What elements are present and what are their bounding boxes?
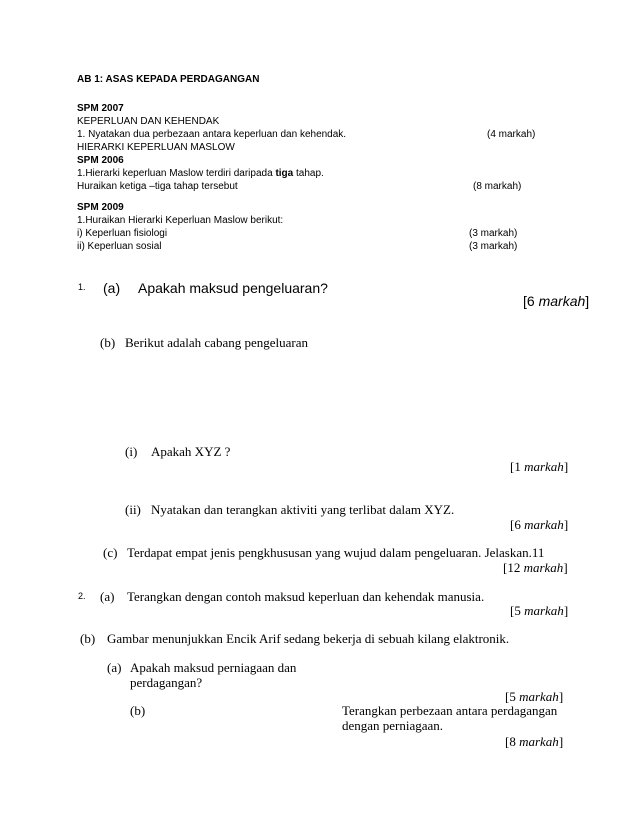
question-1bii-marks: [6 markah] — [510, 517, 569, 532]
question-1bi-text: Apakah XYZ ? — [151, 444, 231, 459]
question-1a-text: Apakah maksud pengeluaran? — [138, 280, 328, 296]
question-2a-label: (a) — [100, 589, 115, 604]
spm-2007-question: 1. Nyatakan dua perbezaan antara keperluan dan kehendak. — [77, 129, 347, 140]
spm-2009-item-ii-marks: (3 markah) — [469, 241, 518, 252]
question-2ba-text-line-1: Apakah maksud perniagaan dan — [130, 660, 297, 675]
question-2ba-text-line-2: perdagangan? — [130, 675, 203, 690]
spm-2006-question-2: Huraikan ketiga –tiga tahap tersebut — [77, 181, 238, 192]
question-1a-label: (a) — [103, 280, 121, 296]
spm-2006-question-1: 1.Hierarki keperluan Maslow terdiri daripada tiga tahap. — [77, 168, 324, 179]
question-1c-marks: [12 markah] — [503, 560, 568, 575]
spm-2009-item-i: i) Keperluan fisiologi — [77, 228, 168, 239]
question-1-number: 1. — [78, 282, 86, 292]
question-2bb-text-line-2: dengan perniagaan. — [342, 718, 444, 733]
question-1c-text: Terdapat empat jenis pengkhususan yang wujud dalam pengeluaran. Jelaskan.11 — [127, 545, 545, 560]
topic-keperluan-kehendak: KEPERLUAN DAN KEHENDAK — [77, 116, 220, 127]
question-2bb-label: (b) — [130, 703, 146, 718]
spm-2009-item-i-marks: (3 markah) — [469, 228, 518, 239]
question-2bb-marks: [8 markah] — [505, 734, 564, 749]
question-2b-label: (b) — [80, 631, 96, 646]
question-2a-marks: [5 markah] — [510, 603, 569, 618]
question-2ba-marks: [5 markah] — [505, 689, 564, 704]
question-2b-text: Gambar menunjukkan Encik Arif sedang bekerja di sebuah kilang elaktronik. — [107, 631, 510, 646]
question-1bi-marks: [1 markah] — [510, 459, 569, 474]
spm-2007-marks: (4 markah) — [487, 129, 536, 140]
question-2-number: 2. — [78, 591, 86, 601]
question-2a-text: Terangkan dengan contoh maksud keperluan dan kehendak manusia. — [127, 589, 485, 604]
question-1bii-text: Nyatakan dan terangkan aktiviti yang terlibat dalam XYZ. — [151, 502, 455, 517]
spm-2006-marks: (8 markah) — [473, 181, 522, 192]
topic-hierarki-maslow: HIERARKI KEPERLUAN MASLOW — [77, 142, 235, 153]
spm-2006-heading: SPM 2006 — [77, 155, 124, 166]
question-1b-label: (b) — [100, 335, 116, 350]
chapter-title: AB 1: ASAS KEPADA PERDAGANGAN — [77, 74, 260, 85]
question-2bb-text-line-1: Terangkan perbezaan antara perdagangan — [342, 703, 558, 718]
spm-2009-item-ii: ii) Keperluan sosial — [77, 241, 162, 252]
question-1b-text: Berikut adalah cabang pengeluaran — [125, 335, 308, 350]
spm-2007-heading: SPM 2007 — [77, 103, 124, 114]
spm-2009-question: 1.Huraikan Hierarki Keperluan Maslow berikut: — [77, 215, 284, 226]
question-1a-marks: [6 markah] — [523, 293, 590, 309]
spm-2009-heading: SPM 2009 — [77, 202, 124, 213]
question-1bi-label: (i) — [125, 444, 138, 459]
question-2ba-label: (a) — [107, 660, 122, 675]
question-1bii-label: (ii) — [125, 502, 141, 517]
question-1c-label: (c) — [103, 545, 118, 560]
